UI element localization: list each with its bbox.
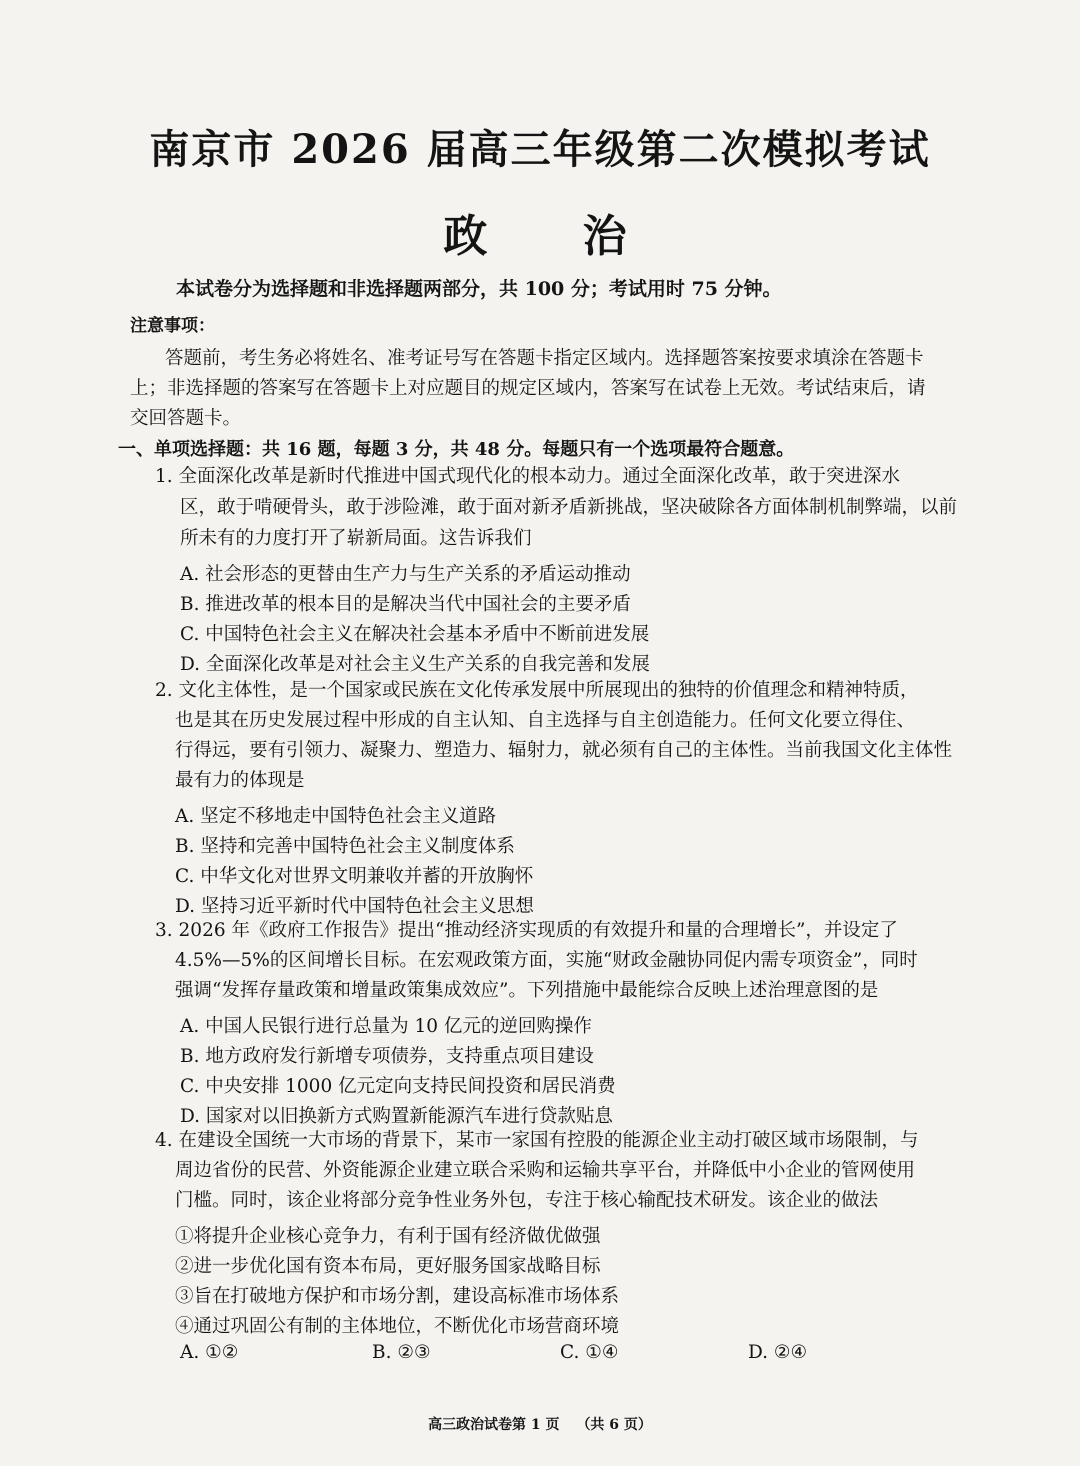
answer-option-c: C. 中央安排 1000 亿元定向支持民间投资和居民消费 xyxy=(180,1076,616,1097)
question-stem-line: 也是其在历史发展过程中形成的自主认知、自主选择与自主创造能力。任何文化要立得住、 xyxy=(175,710,916,731)
page-total: （共 6 页） xyxy=(576,1417,652,1433)
page-footer xyxy=(0,1414,1080,1434)
notice-line: 答题前，考生务必将姓名、准考证号写在答题卡指定区域内。选择题答案按要求填涂在答题卡 xyxy=(165,348,924,369)
question-stem-line: 门槛。同时，该企业将部分竞争性业务外包，专注于核心输配技术研发。该企业的做法 xyxy=(175,1190,879,1211)
statement-item: ②进一步优化国有资本布局，更好服务国家战略目标 xyxy=(175,1256,601,1277)
answer-option-b: B. 地方政府发行新增专项债券，支持重点项目建设 xyxy=(180,1046,594,1067)
answer-option-c: C. 中华文化对世界文明兼收并蓄的开放胸怀 xyxy=(175,866,534,887)
question-stem-line: 1. 全面深化改革是新时代推进中国式现代化的根本动力。通过全面深化改革，敢于突进深水 xyxy=(155,466,901,487)
statement-item: ③旨在打破地方保护和市场分割，建设高标准市场体系 xyxy=(175,1286,620,1307)
question-stem-line: 周边省份的民营、外资能源企业建立联合采购和运输共享平台，并降低中小企业的管网使用 xyxy=(175,1160,916,1181)
exam-subject: 政 治 xyxy=(443,211,667,262)
question-stem-line: 最有力的体现是 xyxy=(175,770,305,791)
notice-line: 交回答题卡。 xyxy=(130,408,242,429)
answer-option-d: D. 坚持习近平新时代中国特色社会主义思想 xyxy=(175,896,534,917)
answer-option-c: C. ①④ xyxy=(560,1342,619,1363)
answer-option-a: A. 社会形态的更替由生产力与生产关系的矛盾运动推动 xyxy=(180,564,631,585)
answer-option-b: B. 推进改革的根本目的是解决当代中国社会的主要矛盾 xyxy=(180,594,631,615)
exam-intro: 本试卷分为选择题和非选择题两部分，共 100 分；考试用时 75 分钟。 xyxy=(176,278,782,300)
answer-option-d: D. 全面深化改革是对社会主义生产关系的自我完善和发展 xyxy=(180,654,650,675)
answer-option-b: B. ②③ xyxy=(372,1342,431,1363)
answer-option-a: A. 中国人民银行进行总量为 10 亿元的逆回购操作 xyxy=(180,1016,592,1037)
question-stem-line: 3. 2026 年《政府工作报告》提出“推动经济实现质的有效提升和量的合理增长”，并设定了 xyxy=(155,920,898,941)
answer-option-a: A. 坚定不移地走中国特色社会主义道路 xyxy=(175,806,497,827)
page-number: 高三政治试卷第 1 页 xyxy=(428,1417,560,1433)
question-stem-line: 区，敢于啃硬骨头，敢于涉险滩，敢于面对新矛盾新挑战，坚决破除各方面体制机制弊端，以前 xyxy=(180,497,958,518)
question-stem-line: 行得远，要有引领力、凝聚力、塑造力、辐射力，就必须有自己的主体性。当前我国文化主体性 xyxy=(175,740,953,761)
exam-title: 南京市 2026 届高三年级第二次模拟考试 xyxy=(149,126,931,173)
answer-option-a: A. ①② xyxy=(180,1342,239,1363)
answer-option-d: D. ②④ xyxy=(748,1342,808,1363)
notice-line: 上；非选择题的答案写在答题卡上对应题目的规定区域内，答案写在试卷上无效。考试结束后，请 xyxy=(130,378,926,399)
statement-item: ④通过巩固公有制的主体地位，不断优化市场营商环境 xyxy=(175,1316,620,1337)
question-stem-line: 4. 在建设全国统一大市场的背景下，某市一家国有控股的能源企业主动打破区域市场限制，与 xyxy=(155,1130,919,1151)
notice-heading: 注意事项： xyxy=(130,316,215,336)
answer-option-d: D. 国家对以旧换新方式购置新能源汽车进行贷款贴息 xyxy=(180,1106,613,1127)
answer-option-c: C. 中国特色社会主义在解决社会基本矛盾中不断前进发展 xyxy=(180,624,650,645)
question-stem-line: 强调“发挥存量政策和增量政策集成效应”。下列措施中最能综合反映上述治理意图的是 xyxy=(175,980,879,1001)
answer-option-b: B. 坚持和完善中国特色社会主义制度体系 xyxy=(175,836,515,857)
statement-item: ①将提升企业核心竞争力，有利于国有经济做优做强 xyxy=(175,1226,601,1247)
question-stem-line: 所未有的力度打开了崭新局面。这告诉我们 xyxy=(180,528,532,549)
question-stem-line: 4.5%—5%的区间增长目标。在宏观政策方面，实施“财政金融协同促内需专项资金”，同时 xyxy=(175,950,918,971)
section-heading: 一、单项选择题：共 16 题，每题 3 分，共 48 分。每题只有一个选项最符合题意。 xyxy=(118,439,795,460)
question-stem-line: 2. 文化主体性，是一个国家或民族在文化传承发展中所展现出的独特的价值理念和精神特质， xyxy=(155,680,919,701)
